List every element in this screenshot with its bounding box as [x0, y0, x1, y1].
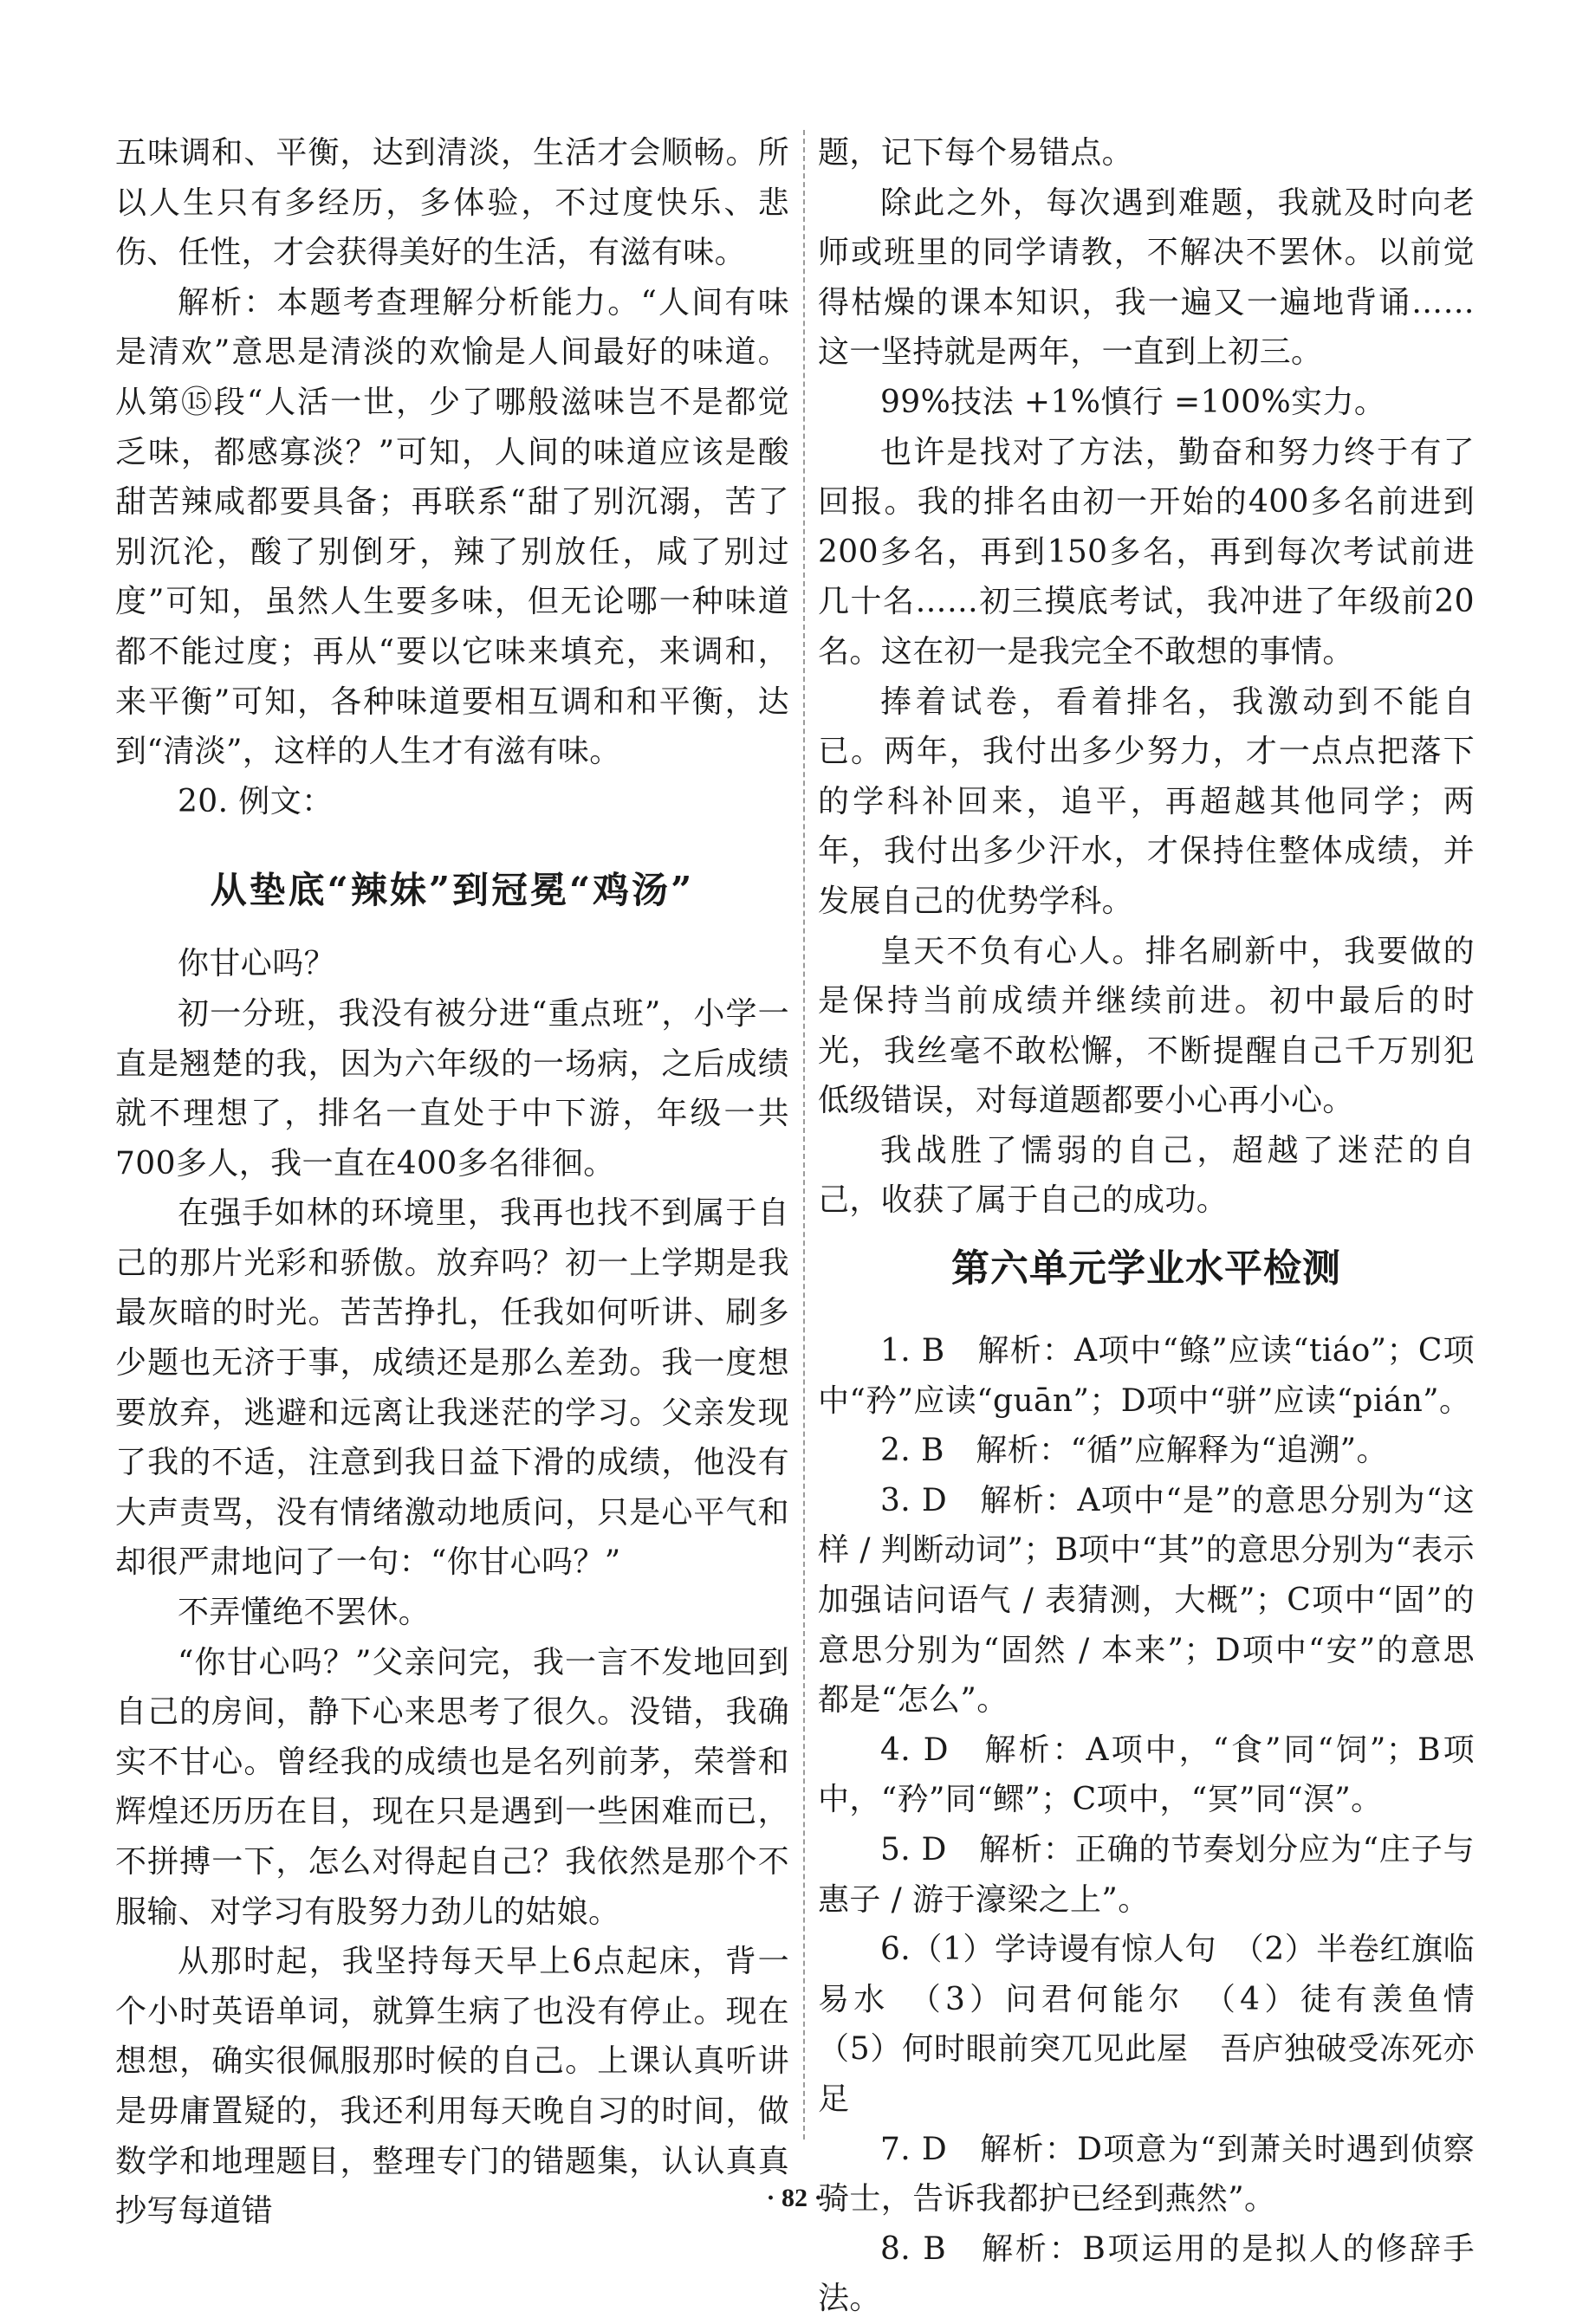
- essay-paragraph: 捧着试卷，看着排名，我激动到不能自已。两年，我付出多少努力，才一点点把落下的学科补回来，追平，再超越其他同学；两年，我付出多少汗水，才保持住整体成绩，并发展自己的优势学科。: [818, 683, 1475, 919]
- answer-item: 1. B 解析：A项中“鲦”应读“tiáo”；C项中“矜”应读“guān”；D项中“骈”应读“pián”。: [818, 1333, 1475, 1419]
- essay-paragraph: “你甘心吗？”父亲问完，我一言不发地回到自己的房间，静下心来思考了很久。没错，我确实不甘心。曾经我的成绩也是名列前茅，荣誉和辉煌还历历在目，现在只是遇到一些困难而已，不拼搏一下，怎么对得起自己？我依然是那个不服输、对学习有股努力劲儿的姑娘。: [115, 1644, 789, 1930]
- intro-paragraph: 五味调和、平衡，达到清淡，生活才会顺畅。所以人生只有多经历，多体验，不过度快乐、悲伤、任性，才会获得美好的生活，有滋有味。: [115, 135, 789, 271]
- essay-paragraph: 除此之外，每次遇到难题，我就及时向老师或班里的同学请教，不解决不罢休。以前觉得枯燥的课本知识，我一遍又一遍地背诵……这一坚持就是两年，一直到上初三。: [818, 184, 1475, 371]
- continued-paragraph: 题，记下每个易错点。: [818, 135, 1134, 171]
- essay-paragraph: 在强手如林的环境里，我再也找不到属于自己的那片光彩和骄傲。放弃吗？初一上学期是我最灰暗的时光。苦苦挣扎，任我如何听讲、刷多少题也无济于事，成绩还是那么差劲。我一度想要放弃，逃避和远离让我迷茫的学习。父亲发现了我的不适，注意到我日益下滑的成绩，他没有大声责骂，没有情绪激动地质问，只是心平气和却很严肃地问了一句：“你甘心吗？”: [115, 1195, 789, 1581]
- answer-item: 3. D 解析：A项中“是”的意思分别为“这样 / 判断动词”；B项中“其”的意思分别为“表示加强诘问语气 / 表猜测，大概”；C项中“固”的意思分别为“固然 / 本来”；D项中“安”的意思都是“怎么”。: [818, 1482, 1475, 1719]
- right-column: [818, 128, 1507, 2324]
- answer-item: 7. D 解析：D项意为“到萧关时遇到侦察骑士，告诉我都护已经到燕然”。: [818, 2131, 1475, 2217]
- answer-item: 8. B 解析：B项运用的是拟人的修辞手法。: [818, 2230, 1475, 2317]
- answer-item: 6.（1）学诗谩有惊人句 （2）半卷红旗临易水 （3）问君何能尔 （4）徒有羡鱼情 （5）何时眼前突兀见此屋 吾庐独破受冻死亦足: [818, 1932, 1507, 2117]
- analysis-paragraph: 解析：本题考查理解分析能力。“人间有味是清欢”意思是清淡的欢愉是人间最好的味道。从第⑮段“人活一世，少了哪般滋味岂不是都觉乏味，都感寡淡？”可知，人间的味道应该是酸甜苦辣咸都要具备；再联系“甜了别沉溺，苦了别沉沦，酸了别倒牙，辣了别放任，咸了别过度”可知，虽然人生要多味，但无论哪一种味道都不能过度；再从“要以它味来填充，来调和，来平衡”可知，各种味道要相互调和和平衡，达到“清淡”，这样的人生才有滋有味。: [115, 284, 789, 770]
- column-divider: [803, 130, 805, 2140]
- essay-paragraph: 不弄懂绝不罢休。: [178, 1595, 431, 1631]
- essay-paragraph: 99%技法 +1%慎行 =100%实力。: [880, 384, 1386, 420]
- essay-paragraph: 我战胜了懦弱的自己，超越了迷茫的自己，收获了属于自己的成功。: [818, 1132, 1475, 1219]
- example-label: 20. 例文：: [178, 783, 334, 819]
- answer-item: 2. B 解析：“循”应解释为“追溯”。: [880, 1433, 1388, 1469]
- essay-paragraph: 从那时起，我坚持每天早上6点起床，背一个小时英语单词，就算生病了也没有停止。现在想想，确实很佩服那时候的自己。上课认真听讲是毋庸置疑的，我还利用每天晚自习的时间，做数学和地理题目，整理专门的错题集，认认真真抄写每道错: [115, 1944, 789, 2230]
- essay-paragraph: 皇天不负有心人。排名刷新中，我要做的是保持当前成绩并继续前进。初中最后的时光，我丝毫不敢松懈，不断提醒自己千万别犯低级错误，对每道题都要小心再小心。: [818, 933, 1475, 1119]
- essay-title: 从垫底“辣妹”到冠冕“鸡汤”: [210, 869, 695, 912]
- essay-paragraph: 你甘心吗？: [178, 946, 336, 982]
- essay-paragraph: 初一分班，我没有被分进“重点班”，小学一直是翘楚的我，因为六年级的一场病，之后成绩就不理想了，排名一直处于中下游，年级一共700多人，我一直在400多名徘徊。: [115, 995, 789, 1181]
- essay-paragraph: 也许是找对了方法，勤奋和努力终于有了回报。我的排名由初一开始的400多名前进到200多名，再到150多名，再到每次考试前进几十名……初三摸底考试，我冲进了年级前20名。这在初一是我完全不敢想的事情。: [818, 434, 1475, 670]
- answer-item: 4. D 解析：A项中，“食”同“饲”；B项中，“矜”同“鳏”；C项中，“冥”同“溟”。: [818, 1732, 1475, 1818]
- answer-item: 5. D 解析：正确的节奏划分应为“庄子与惠子 / 游于濠梁之上”。: [818, 1832, 1475, 1918]
- section-title: 第六单元学业水平检测: [951, 1246, 1341, 1291]
- page-number: · 82 ·: [766, 2184, 823, 2212]
- left-column: [115, 128, 789, 2237]
